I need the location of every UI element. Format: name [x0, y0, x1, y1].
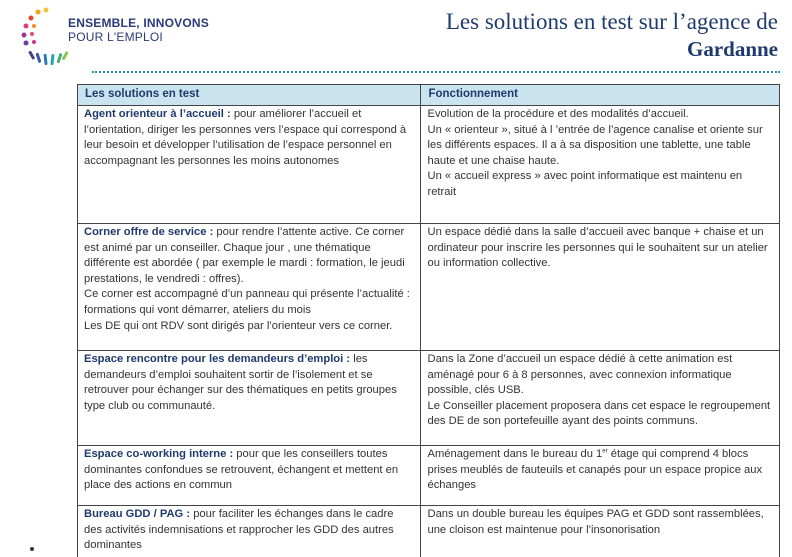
dotted-divider	[92, 71, 780, 73]
fonctionnement-text: étage qui comprend 4 blocs prises meublés de fauteuils et canapés pour un espace propice aux échanges	[427, 448, 763, 492]
fonctionnement-text: Un « orienteur », situé à l ’entrée de l’agence canalise et oriente sur les différents espaces. Il a à sa disposition une tablette, une table haute et une chaise haute.	[427, 123, 763, 167]
solution-title: Espace co-working interne :	[84, 448, 234, 460]
table-row	[78, 106, 780, 224]
solution-description: les demandeurs d’emploi souhaitent sortir de l’isolement et se retrouver pour échanger sur des thématiques en petits groupes type club ou communauté.	[84, 353, 397, 412]
table-row	[78, 351, 780, 446]
solution-title: Bureau GDD / PAG :	[84, 508, 191, 520]
solution-cell	[78, 351, 421, 446]
fonctionnement-cell	[421, 224, 780, 351]
logo-text-line2: POUR L'EMPLOI	[68, 30, 163, 44]
solution-title: Corner offre de service :	[84, 226, 214, 238]
solution-description: pour que les conseillers toutes dominantes confondues se retrouvent, échangent et mettent en place des actions en commun	[84, 448, 399, 492]
fonctionnement-text: Dans un double bureau les équipes PAG et GDD sont rassemblées, une cloison est maintenue pour l’insonorisation	[427, 508, 764, 536]
fonctionnement-text: Aménagement dans le bureau du 1	[427, 448, 603, 460]
fonctionnement-text: Dans la Zone d’accueil un espace dédié à cette animation est aménagé pour 6 à 8 personnes, avec connexion informatique possible, clés USB.	[427, 353, 733, 397]
solution-cell	[78, 106, 421, 224]
fonctionnement-text: Le Conseiller placement proposera dans cet espace le regroupement des DE de son portefeuille ayant des points communs.	[427, 399, 771, 428]
logo-burst-icon	[20, 6, 68, 76]
page-title	[446, 8, 778, 62]
logo	[20, 6, 209, 76]
solution-title: Espace rencontre pour les demandeurs d’emploi :	[84, 353, 351, 365]
fonctionnement-text: Un « accueil express » avec point informatique est maintenu en retrait	[427, 170, 743, 198]
fonctionnement-text: Evolution de la procédure et des modalités d’accueil.	[427, 108, 689, 120]
fonctionnement-cell	[421, 351, 780, 446]
solution-description-extra: Les DE qui ont RDV sont dirigés par l’orienteur vers ce corner.	[84, 319, 393, 332]
page-title-line1: Les solutions en test sur l’agence de	[445, 9, 778, 34]
column-header-fonctionnement: Fonctionnement	[421, 85, 780, 106]
fonctionnement-text: Un espace dédié dans la salle d’accueil avec banque + chaise et un ordinateur pour inscrire les personnes qui le souhaitent sur un atelier ou information collective.	[427, 226, 768, 270]
solution-title: Agent orienteur à l’accueil :	[84, 108, 231, 120]
fonctionnement-cell	[421, 106, 780, 224]
page-title-agency: Gardanne	[686, 37, 778, 61]
solution-cell	[78, 506, 421, 557]
solution-description: pour rendre l’attente active. Ce corner est animé par un conseiller. Chaque jour , une thématique différente est abordée ( par exemple le mardi : formation, le jeudi prestations, le vendredi : offres).	[84, 226, 405, 285]
table-header-row	[78, 85, 780, 106]
ordinal-suffix: er	[602, 448, 608, 455]
fonctionnement-cell	[421, 506, 780, 557]
column-header-solutions: Les solutions en test	[78, 85, 421, 106]
solution-description: pour faciliter les échanges dans le cadre des activités indemnisations et rapprocher les GDD des autres dominantes	[84, 508, 394, 552]
table-row	[78, 446, 780, 506]
table-row	[78, 506, 780, 557]
solution-description-extra: Ce corner est accompagné d’un panneau qui présente l’actualité : formations qui vont démarrer, ateliers du mois	[84, 288, 410, 316]
bullet-mark	[30, 547, 34, 551]
solution-cell	[78, 446, 421, 506]
fonctionnement-cell	[421, 446, 780, 506]
solutions-table	[77, 84, 780, 557]
solution-cell	[78, 224, 421, 351]
solution-description: pour améliorer l’accueil et l’orientation, diriger les personnes vers l’espace qui correspond à leur besoin et développer l’utilisation de l’espace personnel en accompagnant les personnes les moins autonomes	[84, 108, 407, 167]
logo-text-line1: ENSEMBLE, INNOVONS	[68, 16, 209, 30]
table-row	[78, 224, 780, 351]
